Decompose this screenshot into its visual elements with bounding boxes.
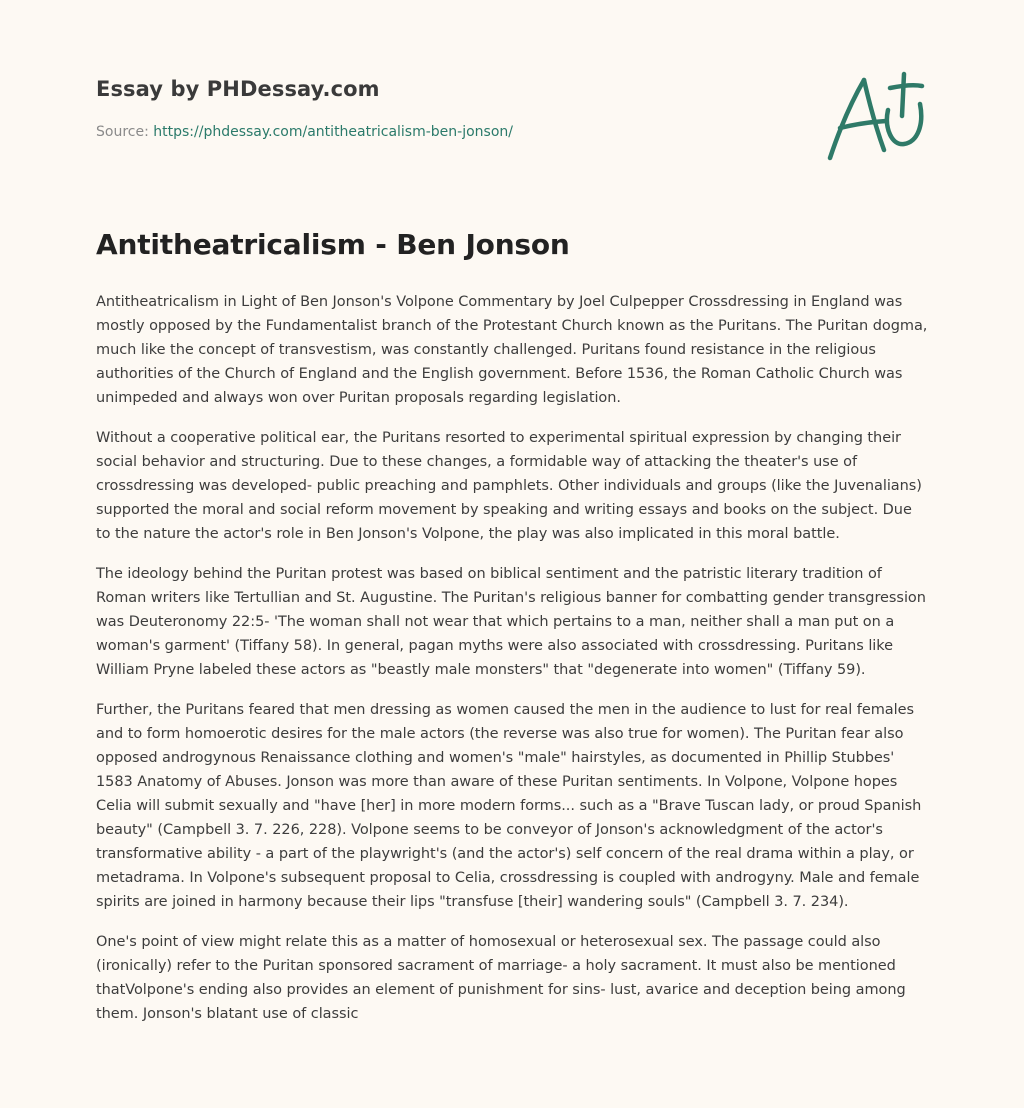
essay-paragraph: The ideology behind the Puritan protest was based on biblical sentiment and the patristic literary tradition of Roman writers like Tertullian and St. Augustine. The Puritan's religious banner for combatting gender transgression was Deuteronomy 22:5- 'The woman shall not wear that which pertains to a man, neither shall a man put on a woman's garment' (Tiffany 58). In general, pagan myths were also associated with crossdressing. Puritans like William Pryne labeled these actors as "beastly male monsters" that "degenerate into women" (Tiffany 59). [96,566,926,678]
site-title: Essay by PHDessay.com [96,77,380,101]
a-plus-logo-icon [820,66,930,166]
essay-paragraph: Further, the Puritans feared that men dressing as women caused the men in the audience to lust for real females and to form homoerotic desires for the male actors (the reverse was also true for women). The Puritan fear also opposed androgynous Renaissance clothing and women's "male" hairstyles, as documented in Phillip Stubbes' 1583 Anatomy of Abuses. Jonson was more than aware of these Puritan sentiments. In Volpone, Volpone hopes Celia will submit sexually and "have [her] in more modern forms... such as a "Brave Tuscan lady, or proud Spanish beauty" (Campbell 3. 7. 226, 228). Volpone seems to be conveyor of Jonson's acknowledgment of the actor's transformative ability - a part of the playwright's (and the actor's) self concern of the real drama within a play, or metadrama. In Volpone's subsequent proposal to Celia, crossdressing is coupled with androgyny. Male and female spirits are joined in harmony because their lips "transfuse [their] wandering souls" (Campbell 3. 7. 234). [96,702,922,910]
source-label: Source: [96,124,154,140]
essay-paragraph: Without a cooperative political ear, the Puritans resorted to experimental spiritual expression by changing their social behavior and structuring. Due to these changes, a formidable way of attacking the theater's use of crossdressing was developed- public preaching and pamphlets. Other individuals and groups (like the Juvenalians) supported the moral and social reform movement by speaking and writing essays and books on the subject. Due to the nature the actor's role in Ben Jonson's Volpone, the play was also implicated in this moral battle. [96,430,922,542]
source-line [96,122,796,142]
source-link[interactable]: https://phdessay.com/antitheatricalism-ben-jonson/ [153,124,513,140]
essay-content [96,223,928,1042]
essay-paragraph: Antitheatricalism in Light of Ben Jonson's Volpone Commentary by Joel Culpepper Crossdressing in England was mostly opposed by the Fundamentalist branch of the Protestant Church known as the Puritans. The Puritan dogma, much like the concept of transvestism, was constantly challenged. Puritans found resistance in the religious authorities of the Church of England and the English government. Before 1536, the Roman Catholic Church was unimpeded and always won over Puritan proposals regarding legislation. [96,294,928,406]
essay-title: Antitheatricalism - Ben Jonson [96,228,570,261]
essay-paragraph: One's point of view might relate this as a matter of homosexual or heterosexual sex. The passage could also (ironically) refer to the Puritan sponsored sacrament of marriage- a holy sacrament. It must also be mentioned thatVolpone's ending also provides an element of punishment for sins- lust, avarice and deception being among them. Jonson's blatant use of classic [96,934,906,1022]
page-header [96,74,796,142]
